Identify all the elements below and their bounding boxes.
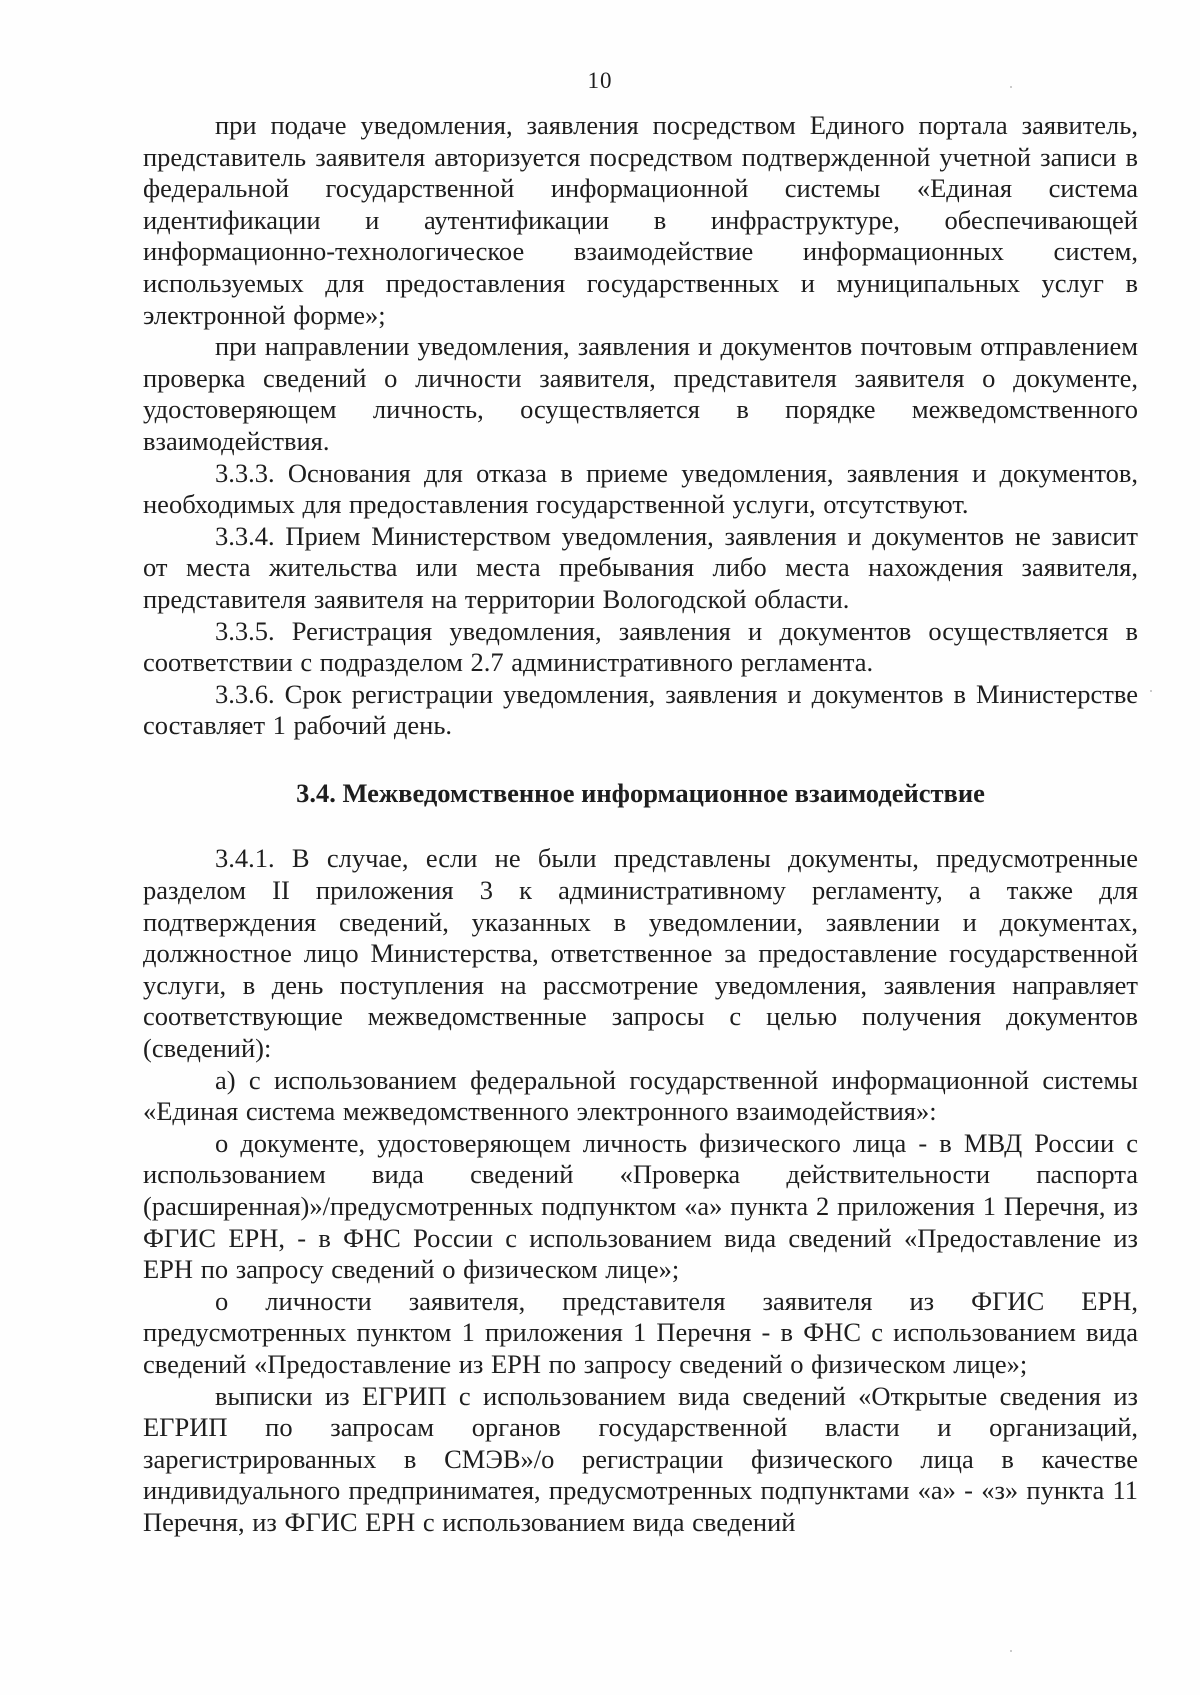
paragraph-item-a: а) с использованием федеральной государственной информационной системы «Единая система межведомственного электронного взаимодействия»: [143,1064,1138,1127]
paragraph-applicant-identity: о личности заявителя, представителя заявителя из ФГИС ЕРН, предусмотренных пунктом 1 приложения 1 Перечня - в ФНС с использованием вида сведений «Предоставление из ЕРН по запросу сведений о физическом лице»; [143,1285,1138,1379]
paragraph-3-3-3: 3.3.3. Основания для отказа в приеме уведомления, заявления и документов, необходимых для предоставления государственной услуги, отсутствуют. [143,457,1138,520]
paragraph-3-3-4: 3.3.4. Прием Министерством уведомления, заявления и документов не зависит от места жительства или места пребывания либо места нахождения заявителя, представителя заявителя на территории Вологодской области. [143,520,1138,614]
scan-artifact [1010,1650,1012,1652]
paragraph-3-3-5: 3.3.5. Регистрация уведомления, заявления и документов осуществляется в соответствии с подразделом 2.7 административного регламента. [143,615,1138,678]
scan-artifact [1150,690,1152,692]
scan-artifact [1010,86,1012,88]
section-heading: 3.4. Межведомственное информационное взаимодействие [296,777,985,808]
document-body [143,110,1138,1539]
paragraph-egrip-extract: выписки из ЕГРИП с использованием вида сведений «Открытые сведения из ЕГРИП по запросам органов государственной власти и организаций, зарегистрированных в СМЭВ»/о регистрации физического лица в качестве индивидуального предприниматея, предусмотренных подпунктами «а» - «з» пункта 11 Перечня, из ФГИС ЕРН с использованием вида сведений [143,1380,1138,1537]
paragraph-identity-document: о документе, удостоверяющем личность физического лица - в МВД России с использованием вида сведений «Проверка действительности паспорта (расширенная)»/предусмотренных подпунктом «а» пункта 2 приложения 1 Перечня, из ФГИС ЕРН, - в ФНС России с использованием вида сведений «Предоставление из ЕРН по запросу сведений о физическом лице»; [143,1127,1138,1285]
paragraph-3-3-6: 3.3.6. Срок регистрации уведомления, заявления и документов в Министерстве составляет 1 рабочий день. [143,678,1138,741]
paragraph-postal-verification: при направлении уведомления, заявления и документов почтовым отправлением проверка сведений о личности заявителя, представителя заявителя о документе, удостоверяющем личность, осуществляется в порядке межведомственного взаимодействия. [143,331,1138,456]
paragraph-3-4-1: 3.4.1. В случае, если не были представлены документы, предусмотренные разделом II приложения 3 к административному регламенту, а также для подтверждения сведений, указанных в уведомлении, заявлении и документах, должностное лицо Министерства, ответственное за предоставление государственной услуги, в день поступления на рассмотрение уведомления, заявления направляет соответствующие межведомственные запросы с целью получения документов (сведений): [143,843,1138,1064]
paragraph-portal-authorization: при подаче уведомления, заявления посредством Единого портала заявитель, представитель заявителя авторизуется посредством подтвержденной учетной записи в федеральной государственной информационной системы «Единая система идентификации и аутентификации в инфраструктуре, обеспечивающей информационно-технологическое взаимодействие информационных систем, используемых для предоставления государственных и муниципальных услуг в электронной форме»; [143,110,1138,330]
page-number: 10 [587,68,613,93]
